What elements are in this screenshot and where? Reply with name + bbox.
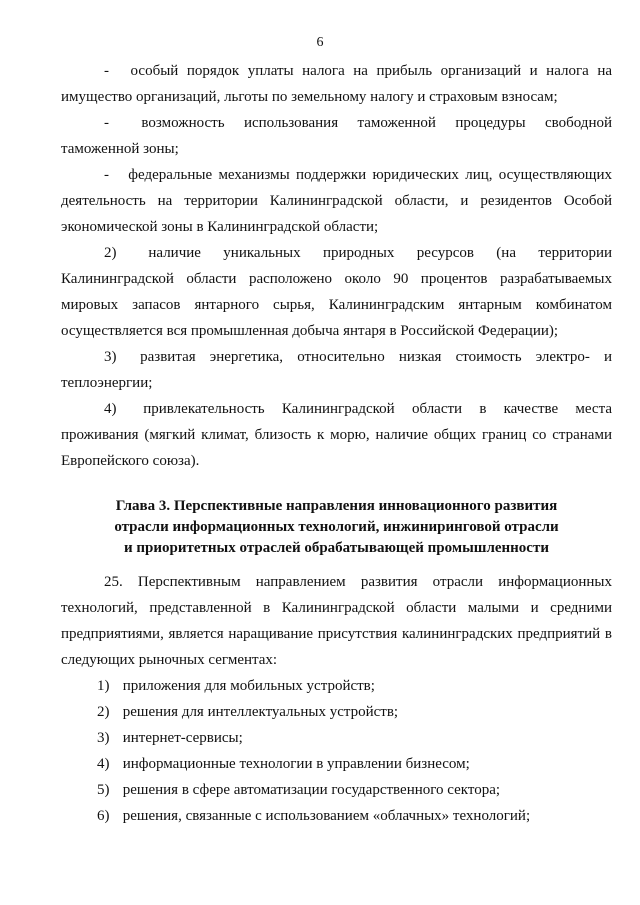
list-marker: 3) (104, 349, 117, 365)
list-item (61, 803, 612, 829)
list-item-text: приложения для мобильных устройств; (122, 678, 375, 694)
paragraph-text: развитая энергетика, относительно низкая стоимость электро- и теплоэнергии; (61, 349, 612, 391)
list-marker: 2) (97, 704, 110, 720)
paragraph-text: наличие уникальных природных ресурсов (на территории Калининградской области расположено около 90 процентов разрабатываемых мировых запасов янтарного сырья, Калининградским янтарным комбинатом осуществляется вся промышленная добыча янтаря в Российской Федерации); (61, 245, 613, 339)
paragraph-text: федеральные механизмы поддержки юридических лиц, осуществляющих деятельность на территории Калининградской области, и резидентов Особой экономической зоны в Калининградской области; (61, 167, 612, 235)
list-marker: 3) (97, 730, 110, 746)
list-item (61, 673, 612, 699)
list-marker: 6) (97, 808, 110, 824)
list-marker: 4) (97, 756, 110, 772)
list-item (61, 725, 612, 751)
list-item-text: интернет-сервисы; (122, 730, 243, 746)
chapter-heading-line: Глава 3. Перспективные направления инновационного развития (115, 498, 558, 514)
list-marker: - (104, 167, 109, 183)
chapter-heading (61, 496, 612, 559)
section-number: 25. (104, 574, 123, 590)
paragraph-customs-zone (61, 110, 612, 162)
list-item (61, 751, 612, 777)
paragraph-tax-order (61, 58, 612, 110)
paragraph-attractiveness (61, 396, 612, 474)
paragraph-federal-support (61, 162, 612, 240)
paragraph-energy (61, 344, 612, 396)
list-item (61, 699, 612, 725)
segment-list (61, 673, 612, 829)
chapter-heading-line: отрасли информационных технологий, инжиниринговой отрасли (114, 519, 559, 535)
list-item-text: решения в сфере автоматизации государственного сектора; (122, 782, 501, 798)
section-25 (61, 569, 612, 829)
list-marker: 5) (97, 782, 110, 798)
paragraph-text: возможность использования таможенной процедуры свободной таможенной зоны; (61, 115, 612, 157)
list-item (61, 777, 612, 803)
paragraph-text: особый порядок уплаты налога на прибыль организаций и налога на имущество организаций, льготы по земельному налогу и страховым взносам; (61, 63, 613, 105)
chapter-heading-line: и приоритетных отраслей обрабатывающей промышленности (124, 540, 549, 556)
paragraph-natural-resources (61, 240, 612, 344)
paragraph-text: Перспективным направлением развития отрасли информационных технологий, представленной в Калининградской области малыми и средними предприятиями, является наращивание присутствия калининградских предприятий в следующих рыночных сегментах: (61, 574, 612, 668)
list-item-text: решения для интеллектуальных устройств; (122, 704, 399, 720)
paragraph-section-25 (61, 569, 612, 673)
list-marker: - (104, 115, 109, 131)
list-item-text: решения, связанные с использованием «облачных» технологий; (122, 808, 531, 824)
list-marker: 4) (104, 401, 117, 417)
list-item-text: информационные технологии в управлении бизнесом; (122, 756, 470, 772)
list-marker: - (104, 63, 109, 79)
benefits-list (61, 58, 612, 474)
list-marker: 2) (104, 245, 117, 261)
paragraph-text: привлекательность Калининградской области в качестве места проживания (мягкий климат, близость к морю, наличие общих границ со странами Европейского союза). (61, 401, 612, 469)
list-marker: 1) (97, 678, 110, 694)
page-number: 6 (316, 35, 324, 50)
